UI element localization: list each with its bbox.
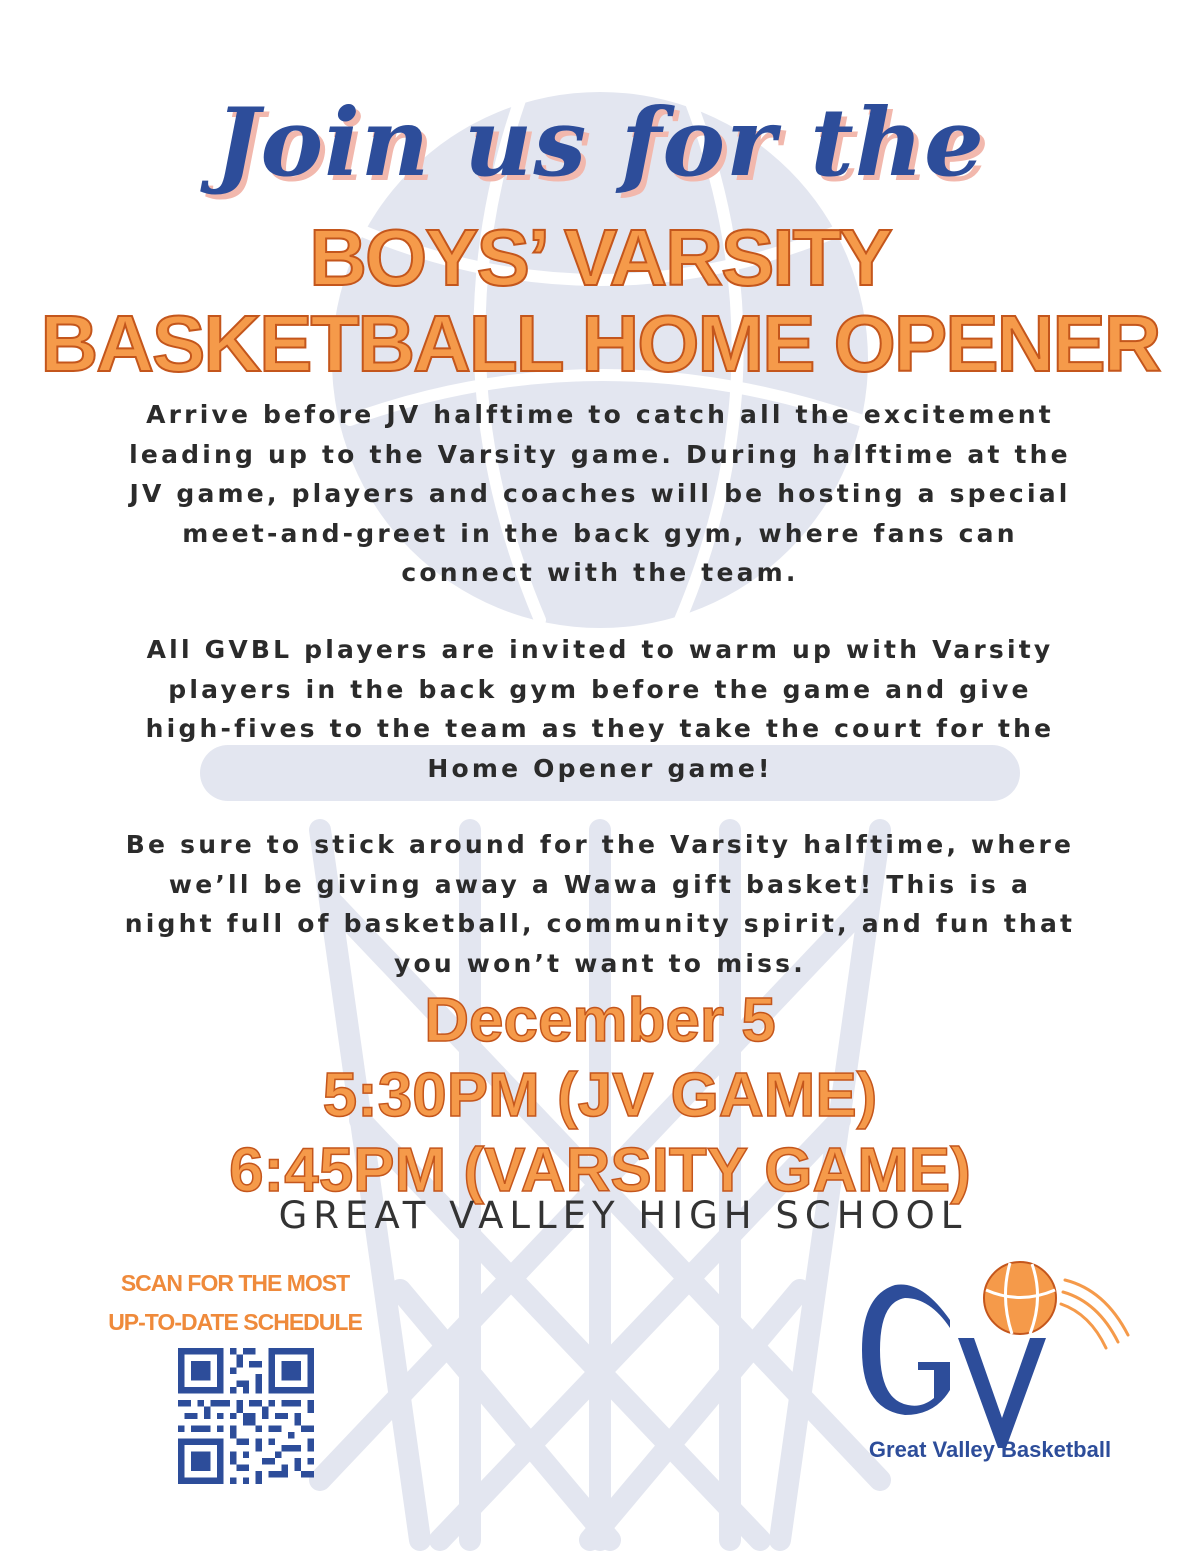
- qr-label-line-1: SCAN FOR THE MOST: [120, 1270, 350, 1296]
- qr-code-icon[interactable]: [178, 1348, 314, 1484]
- headline-line-1: BOYS’ VARSITY: [309, 213, 891, 302]
- jv-game-time: 5:30PM (JV GAME): [322, 1061, 878, 1130]
- paragraph-warmup: All GVBL players are invited to warm up with Varsity players in the back gym before the game and give high-fives to the team as they take the court for the Home Opener game!: [145, 635, 1055, 783]
- paragraph-arrival: Arrive before JV halftime to catch all the excitement leading up to the Varsity game. During halftime at the JV game, players and coaches will be hosting a special meet-and-greet in the back gym, where fans can connect with the team.: [129, 400, 1071, 587]
- great-valley-basketball-logo: [850, 1250, 1140, 1460]
- paragraph-halftime: Be sure to stick around for the Varsity halftime, where we’ll be giving away a Wawa gift basket! This is a night full of basketball, community spirit, and fun that you won’t want to miss.: [124, 830, 1076, 978]
- script-heading: Join us for the: [215, 88, 985, 198]
- event-date: December 5: [424, 986, 776, 1055]
- basketball-icon: [984, 1262, 1056, 1334]
- varsity-game-time: 6:45PM (VARSITY GAME): [229, 1136, 971, 1205]
- headline-line-2: BASKETBALL HOME OPENER: [40, 299, 1160, 388]
- location: GREAT VALLEY HIGH SCHOOL: [278, 1194, 968, 1237]
- logo-caption: Great Valley Basketball: [868, 1437, 1112, 1462]
- qr-label-line-2: UP-TO-DATE SCHEDULE: [108, 1309, 362, 1335]
